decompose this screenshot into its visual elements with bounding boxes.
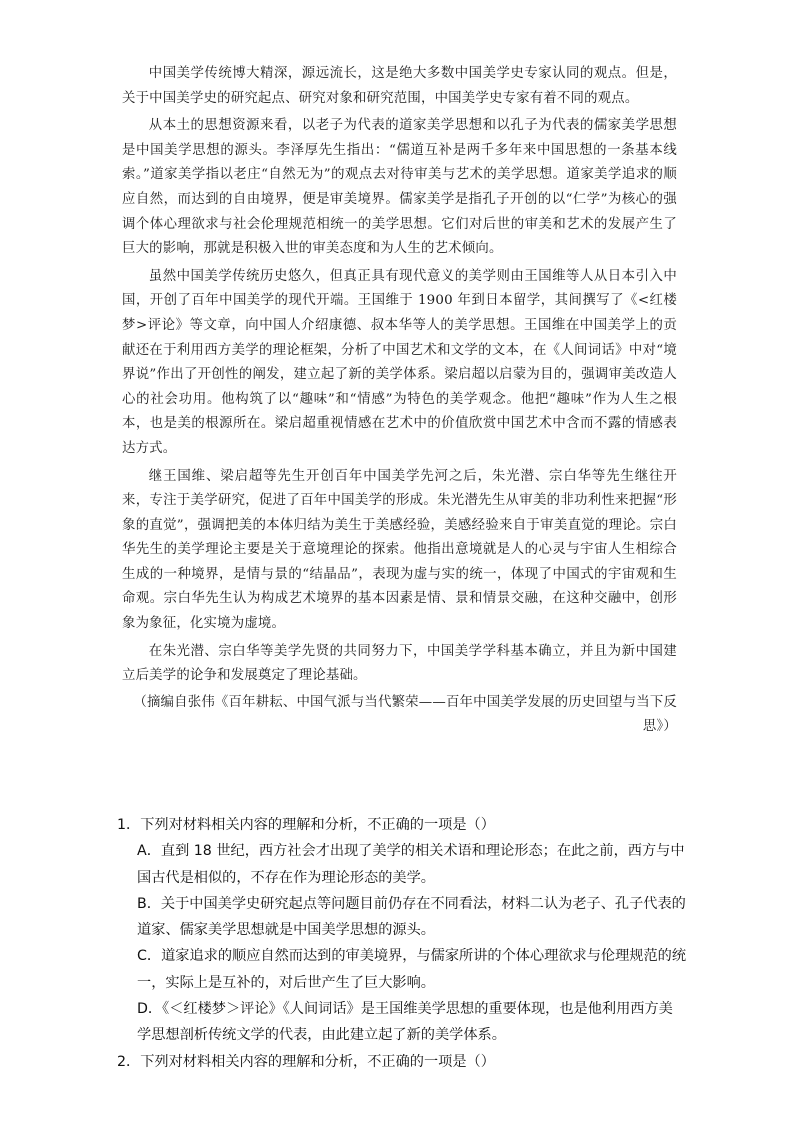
option-list [117,838,687,1048]
question-stem: 2．下列对材料相关内容的理解和分析，不正确的一项是（） [117,1053,495,1070]
passage-source: （摘编自张伟《百年耕耘、中国气派与当代繁荣——百年中国美学发展的历史回望与当下反思》） [133,694,677,735]
passage-paragraph-2: 从本土的思想资源来看，以老子为代表的道家美学思想和以孔子为代表的儒家美学思想是中国美学思想的源头。李泽厚先生指出：“儒道互补是两千多年来中国思想的一条基本线索。”道家美学指以老庄“自然无为”的观点去对待审美与艺术的美学思想。道家美学追求的顺应自然，而达到的自由境界，便是审美境界。儒家美学是指孔子开创的以“仁学”为核心的强调个体心理欲求与社会伦理规范相统一的美学思想。它们对后世的审美和艺术的发展产生了巨大的影响，那就是积极入世的审美态度和为人生的艺术倾向。 [122,118,677,257]
passage-paragraph-1: 中国美学传统博大精深，源远流长，这是绝大多数中国美学史专家认同的观点。但是，关于中国美学史的研究起点、研究对象和研究范围，中国美学史专家有着不同的观点。 [122,66,677,106]
passage-paragraph-4: 继王国维、梁启超等先生开创百年中国美学先河之后，朱光潜、宗白华等先生继往开来，专注于美学研究，促进了百年中国美学的形成。朱光潜先生从审美的非功利性来把握“形象的直觉”，强调把美的本体归结为美生于美感经验，美感经验来自于审美直觉的理论。宗白华先生的美学理论主要是关于意境理论的探索。他指出意境就是人的心灵与宇宙人生相综合生成的一种境界，是情与景的“结晶品”，表现为虚与实的统一，体现了中国式的宇宙观和生命观。宗白华先生认为构成艺术境界的基本因素是情、景和情景交融，在这种交融中，创形象为象征，化实境为虚境。 [122,468,677,632]
option-d[interactable]: D．《＜红楼梦＞评论》《人间词话》是王国维美学思想的重要体现，也是他利用西方美学思想剖析传统文学的代表，由此建立起了新的美学体系。 [137,1001,673,1044]
passage-paragraph-5: 在朱光潜、宗白华等美学先贤的共同努力下，中国美学学科基本确立，并且为新中国建立后美学的论争和发展奠定了理论基础。 [122,643,677,684]
question-list [117,812,687,1075]
question-2 [117,1049,687,1075]
question-stem: 1．下列对材料相关内容的理解和分析，不正确的一项是（） [117,817,495,833]
option-b[interactable]: B．关于中国美学史研究起点等问题目前仍存在不同看法，材料二认为老子、孔子代表的道家、儒家美学思想就是中国美学思想的源头。 [137,895,686,939]
question-1 [117,812,687,1049]
option-c[interactable]: C．道家追求的顺应自然而达到的审美境界，与儒家所讲的个体心理欲求与伦理规范的统一，实际上是互补的，对后世产生了巨大影响。 [137,948,687,991]
passage-paragraph-3: 虽然中国美学传统历史悠久，但真正具有现代意义的美学则由王国维等人从日本引入中国，开创了百年中国美学的现代开端。王国维于 1900 年到日本留学，其间撰写了《<红楼梦>评论》等文章，向中国人介绍康德、叔本华等人的美学思想。王国维在中国美学上的贡献还在于利用西方美学的理论框架，分析了中国艺术和文学的文本，在《人间词话》中对“境界说”作出了开创性的阐发，建立起了新的美学体系。梁启超以启蒙为目的，强调审美改造人心的社会功用。他构筑了以“趣味”和“情感”为特色的美学观念。他把“趣味”作为人生之根本，也是美的根源所在。梁启超重视情感在艺术中的价值欣赏中国艺术中含而不露的情感表达方式。 [122,268,677,456]
reading-passage [122,62,677,740]
option-a[interactable]: A．直到 18 世纪，西方社会才出现了美学的相关术语和理论形态；在此之前，西方与中国古代是相似的，不存在作为理论形态的美学。 [137,843,685,886]
